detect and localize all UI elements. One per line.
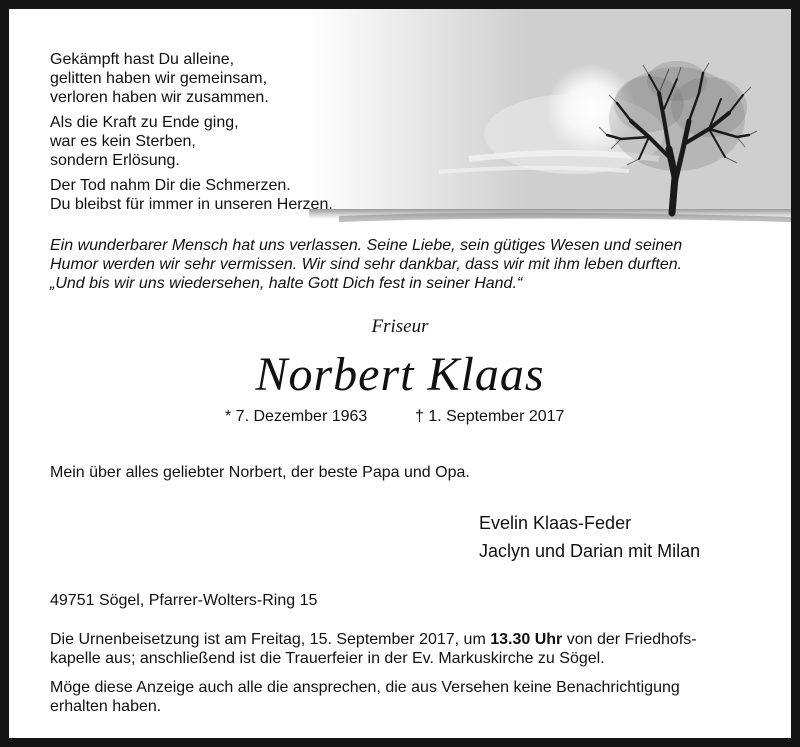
poem-line: sondern Erlösung. [50,152,180,169]
mourner-name: Evelin Klaas-Feder [479,513,632,533]
mourners [479,509,700,565]
poem-line: Als die Kraft zu Ende ging, [50,114,239,131]
poem-line: gelitten haben wir gemeinsam, [50,70,268,87]
mourner-name: Jaclyn und Darian mit Milan [479,541,701,561]
funeral-details [50,630,697,668]
poem-line: Du bleibst für immer in unseren Herzen. [50,196,333,213]
address: 49751 Sögel, Pfarrer-Wolters-Ring 15 [50,592,318,609]
death-date: † 1. September 2017 [415,408,565,425]
poem-stanza [50,176,333,214]
funeral-text: von der Friedhofs- [562,631,697,648]
tribute-line: „Und bis wir uns wiedersehen, halte Gott Dich fest in seiner Hand.“ [50,275,523,292]
poem-stanza [50,50,333,107]
tribute-line: Humor werden wir sehr vermissen. Wir sind sehr dankbar, dass wir mit ihm leben durften. [50,256,683,273]
poem-stanza [50,113,333,170]
tribute-text [50,236,682,293]
funeral-time: 13.30 Uhr [490,631,563,648]
notice-line: erhalten haben. [50,698,162,715]
profession: Friseur [371,316,429,337]
tribute-line: Ein wunderbarer Mensch hat uns verlassen. Seine Liebe, sein gütiges Wesen und seinen [50,237,683,254]
funeral-line [50,630,697,649]
family-dedication: Mein über alles geliebter Norbert, der beste Papa und Opa. [50,464,470,481]
poem-line: verloren haben wir zusammen. [50,89,269,106]
poem-line: war es kein Sterben, [50,133,196,150]
funeral-text: Die Urnenbeisetzung ist am Freitag, 15. September 2017, um [50,631,491,648]
poem-line: Der Tod nahm Dir die Schmerzen. [50,177,291,194]
poem-line: Gekämpft hast Du alleine, [50,51,235,68]
deceased-name: Norbert Klaas [255,348,545,401]
funeral-line: kapelle aus; anschließend ist die Trauerfeier in der Ev. Markuskirche zu Sögel. [50,650,605,667]
notification-note [50,678,680,716]
notice-line: Möge diese Anzeige auch alle die ansprechen, die aus Versehen keine Benachrichtigung [50,679,680,696]
poem [50,50,333,220]
birth-date: * 7. Dezember 1963 [225,408,368,425]
